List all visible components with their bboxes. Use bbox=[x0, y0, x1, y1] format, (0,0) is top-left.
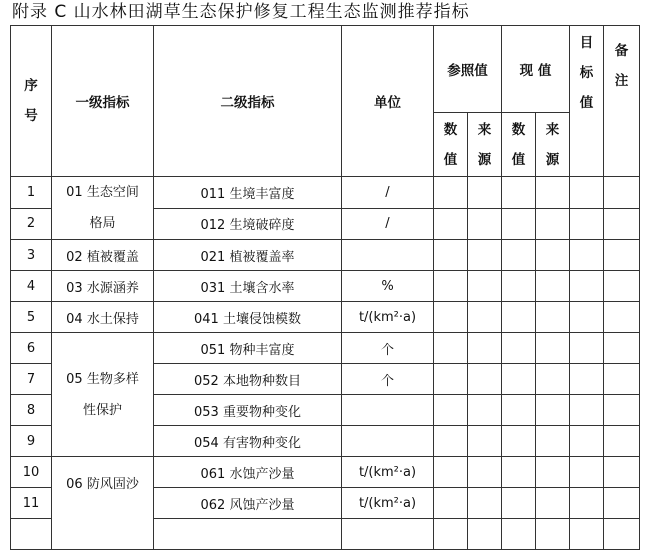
row-number: 4 bbox=[11, 271, 52, 302]
level2-cell: 052 本地物种数目 bbox=[154, 364, 342, 395]
table-row bbox=[11, 177, 640, 209]
header-unit: 单位 bbox=[342, 26, 434, 177]
level2-cell: 012 生境破碎度 bbox=[154, 208, 342, 240]
row-number: 9 bbox=[11, 426, 52, 457]
header-cur-source: 来 源 bbox=[536, 113, 570, 177]
header-ref-value: 数 值 bbox=[434, 113, 468, 177]
unit-cell bbox=[342, 395, 434, 426]
row-number: 6 bbox=[11, 333, 52, 364]
table-row bbox=[11, 271, 640, 302]
row-number: 11 bbox=[11, 488, 52, 519]
header-level1: 一级指标 bbox=[52, 26, 154, 177]
unit-cell bbox=[342, 240, 434, 271]
header-cur-value: 数 值 bbox=[502, 113, 536, 177]
header-reference: 参照值 bbox=[434, 26, 502, 113]
unit-cell: 个 bbox=[342, 364, 434, 395]
unit-cell: / bbox=[342, 208, 434, 240]
header-ref-source: 来 源 bbox=[468, 113, 502, 177]
row-number: 7 bbox=[11, 364, 52, 395]
level1-cell: 03 水源涵养 bbox=[52, 271, 154, 302]
level1-cell: 06 防风固沙 bbox=[52, 457, 154, 550]
level2-cell: 041 土壤侵蚀模数 bbox=[154, 302, 342, 333]
header-target: 目 标 值 bbox=[570, 26, 604, 177]
unit-cell: 个 bbox=[342, 333, 434, 364]
row-number: 8 bbox=[11, 395, 52, 426]
table-row bbox=[11, 240, 640, 271]
level2-cell: 031 土壤含水率 bbox=[154, 271, 342, 302]
header-level2: 二级指标 bbox=[154, 26, 342, 177]
level2-cell: 011 生境丰富度 bbox=[154, 177, 342, 209]
level2-cell: 021 植被覆盖率 bbox=[154, 240, 342, 271]
table-row bbox=[11, 457, 640, 488]
unit-cell: t/(km²·a) bbox=[342, 302, 434, 333]
row-number: 5 bbox=[11, 302, 52, 333]
row-number: 10 bbox=[11, 457, 52, 488]
level2-cell: 053 重要物种变化 bbox=[154, 395, 342, 426]
table-row bbox=[11, 302, 640, 333]
row-number: 2 bbox=[11, 208, 52, 240]
header-remark: 备 注 bbox=[604, 26, 640, 177]
table-row bbox=[11, 333, 640, 364]
level2-cell: 061 水蚀产沙量 bbox=[154, 457, 342, 488]
unit-cell bbox=[342, 426, 434, 457]
row-number: 1 bbox=[11, 177, 52, 209]
header-current: 现 值 bbox=[502, 26, 570, 113]
unit-cell: t/(km²·a) bbox=[342, 457, 434, 488]
document-title: 附录 C 山水林田湖草生态保护修复工程生态监测推荐指标 bbox=[12, 2, 470, 22]
header-seq: 序 号 bbox=[11, 26, 52, 177]
unit-cell: % bbox=[342, 271, 434, 302]
level2-cell: 062 风蚀产沙量 bbox=[154, 488, 342, 519]
level1-cell: 01 生态空间 格局 bbox=[52, 177, 154, 240]
row-number: 3 bbox=[11, 240, 52, 271]
unit-cell: t/(km²·a) bbox=[342, 488, 434, 519]
level1-cell: 04 水土保持 bbox=[52, 302, 154, 333]
indicator-table bbox=[10, 25, 640, 550]
level1-cell: 05 生物多样 性保护 bbox=[52, 333, 154, 457]
level2-cell: 054 有害物种变化 bbox=[154, 426, 342, 457]
unit-cell: / bbox=[342, 177, 434, 209]
level1-cell: 02 植被覆盖 bbox=[52, 240, 154, 271]
level2-cell: 051 物种丰富度 bbox=[154, 333, 342, 364]
